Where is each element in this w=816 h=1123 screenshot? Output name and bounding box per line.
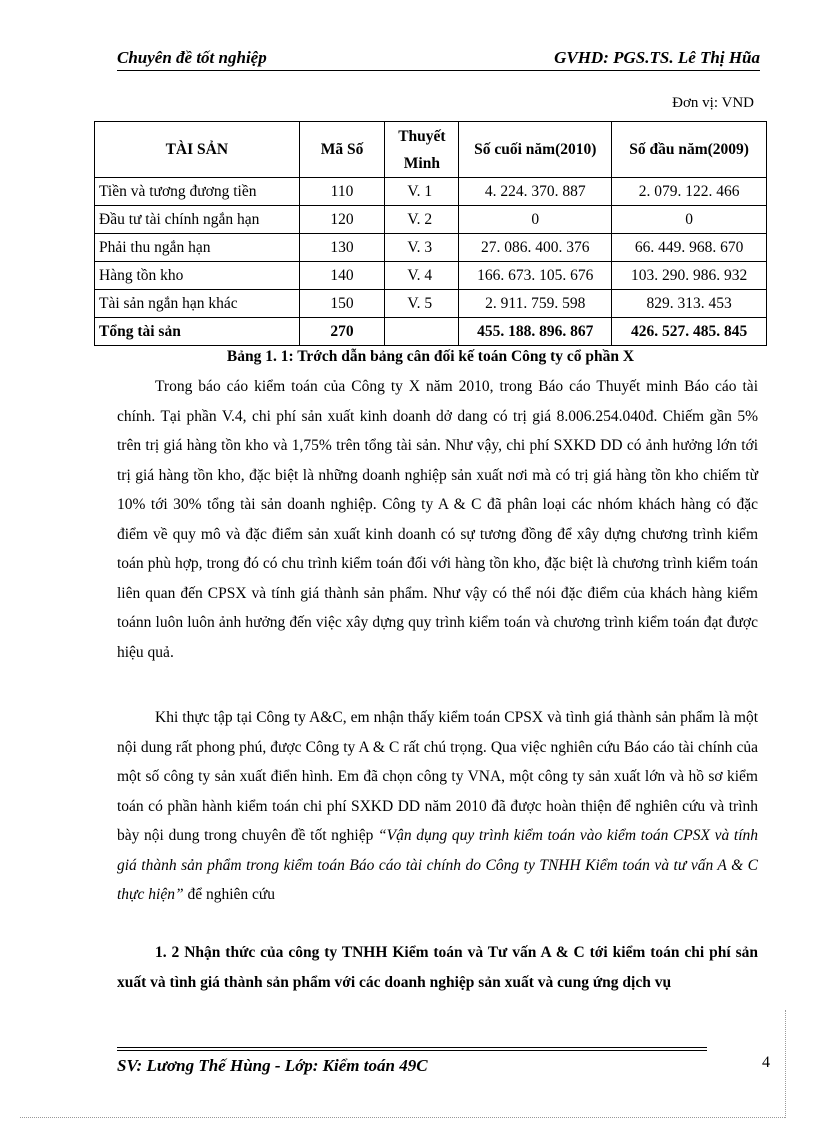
footer-rule [117, 1050, 707, 1051]
col-header-code: Mã Số [299, 122, 385, 178]
header-supervisor: GVHD: PGS.TS. Lê Thị Hũa [554, 48, 760, 67]
table-total-row [95, 318, 767, 346]
table-row [95, 178, 767, 206]
col-header-begin-year: Số đầu năm(2009) [612, 122, 767, 178]
page-edge-bottom [20, 1117, 785, 1118]
table-cell: Tiền và tương đương tiền [95, 178, 300, 206]
table-cell: Phải thu ngắn hạn [95, 234, 300, 262]
table-cell: 166. 673. 105. 676 [459, 262, 612, 290]
table-cell: 66. 449. 968. 670 [612, 234, 767, 262]
currency-unit: Đơn vị: VND [672, 95, 754, 111]
table-cell [385, 318, 459, 346]
page-edge-right [785, 1010, 786, 1118]
col-header-note: Thuyết Minh [385, 122, 459, 178]
table-cell: 110 [299, 178, 385, 206]
table-cell: 150 [299, 290, 385, 318]
table-cell: Đầu tư tài chính ngắn hạn [95, 206, 300, 234]
table-cell: 270 [299, 318, 385, 346]
table-cell: V. 3 [385, 234, 459, 262]
paragraph-tail: để nghiên cứu [187, 886, 276, 903]
table-row [95, 262, 767, 290]
col-header-asset: TÀI SẢN [95, 122, 300, 178]
table-cell: 103. 290. 986. 932 [612, 262, 767, 290]
table-cell: 2. 079. 122. 466 [612, 178, 767, 206]
col-header-end-year: Số cuối năm(2010) [459, 122, 612, 178]
table-cell: V. 5 [385, 290, 459, 318]
table-row [95, 290, 767, 318]
table-cell: 120 [299, 206, 385, 234]
table-cell: V. 2 [385, 206, 459, 234]
table-cell: Tài sản ngắn hạn khác [95, 290, 300, 318]
table-cell: 130 [299, 234, 385, 262]
balance-sheet-table [94, 121, 767, 346]
paragraph-text: Trong báo cáo kiểm toán của Công ty X năm 2010, trong Báo cáo Thuyết minh Báo cáo tài chính. Tại phần V.4, chi phí sản xuất kinh doanh dở dang có trị giá 8.006.254.040đ. Chiếm gần 5% trên trị giá hàng tồn kho và 1,75% trên tổng tài sản. Như vậy, chi phí SXKD DD có ảnh hưởng lớn tới trị giá hàng tồn kho, đặc biệt là những doanh nghiệp sản xuất nơi mà có trị giá hàng tồn kho chiếm từ 10% tới 30% tổng tài sản doanh nghiệp. Công ty A & C đã phân loại các nhóm khách hàng có đặc điểm về quy mô và đặc điểm sản xuất kinh doanh có sự tương đồng để xây dựng chương trình kiểm toán phù hợp, trong đó có chu trình kiểm toán đối với hàng tồn kho, đặc biệt là chương trình kiểm toán liên quan đến CPSX và tính giá thành sản phẩm. Như vậy có thể nói đặc điểm của khách hàng kiểm toánn luôn luôn ảnh hưởng đến việc xây dựng quy trình kiểm toán và chương trình kiểm toán đạt được hiệu quả. [117, 378, 758, 661]
table-cell: 829. 313. 453 [612, 290, 767, 318]
footer-student: SV: Lương Thế Hùng - Lớp: Kiểm toán 49C [117, 1056, 428, 1075]
table-cell: V. 1 [385, 178, 459, 206]
table-cell: 455. 188. 896. 867 [459, 318, 612, 346]
table-cell: 4. 224. 370. 887 [459, 178, 612, 206]
section-heading [117, 938, 758, 997]
table-cell: 140 [299, 262, 385, 290]
page-header [117, 48, 760, 71]
heading-text: 1. 2 Nhận thức của công ty TNHH Kiểm toán và Tư vấn A & C tới kiểm toán chi phí sản xuất và tình giá thành sản phẩm với các doanh nghiệp sản xuất và cung ứng dịch vụ [117, 944, 758, 991]
table-cell: 0 [459, 206, 612, 234]
table-cell: Tổng tài sản [95, 318, 300, 346]
table-cell: V. 4 [385, 262, 459, 290]
body-paragraph [117, 372, 758, 667]
table-row [95, 206, 767, 234]
thesis-title-quote: “Vận dụng quy trình kiểm toán vào kiểm toán CPSX và tính giá thành sản phẩm trong kiểm toán Báo cáo tài chính do Công ty TNHH Kiểm toán và tư vấn A & C thực hiện” [117, 827, 759, 903]
page-footer [117, 1047, 770, 1075]
paragraph-text: Khi thực tập tại Công ty A&C, em nhận thấy kiểm toán CPSX và tình giá thành sản phẩm là một nội dung rất phong phú, được Công ty A & C rất chú trọng. Qua việc nghiên cứu Báo cáo tài chính của một số công ty sản xuất điển hình. Em đã chọn công ty VNA, một công ty sản xuất lớn và hồ sơ kiểm toán có phần hành kiểm toán chi phí SXKD DD năm 2010 đã được hoàn thiện để nghiên cứu và trình bày nội dung trong chuyên đề tốt nghiệp [117, 709, 758, 844]
table-header-row [95, 122, 767, 178]
page-number: 4 [762, 1054, 770, 1071]
table-cell: 426. 527. 485. 845 [612, 318, 767, 346]
table-cell: 27. 086. 400. 376 [459, 234, 612, 262]
table-cell: Hàng tồn kho [95, 262, 300, 290]
table-cell: 2. 911. 759. 598 [459, 290, 612, 318]
table-row [95, 234, 767, 262]
body-paragraph [117, 703, 758, 910]
table-cell: 0 [612, 206, 767, 234]
table-caption: Bảng 1. 1: Trớch dẫn bảng cân đối kế toán Công ty cổ phần X [226, 348, 635, 365]
header-title: Chuyên đề tốt nghiệp [117, 48, 267, 67]
